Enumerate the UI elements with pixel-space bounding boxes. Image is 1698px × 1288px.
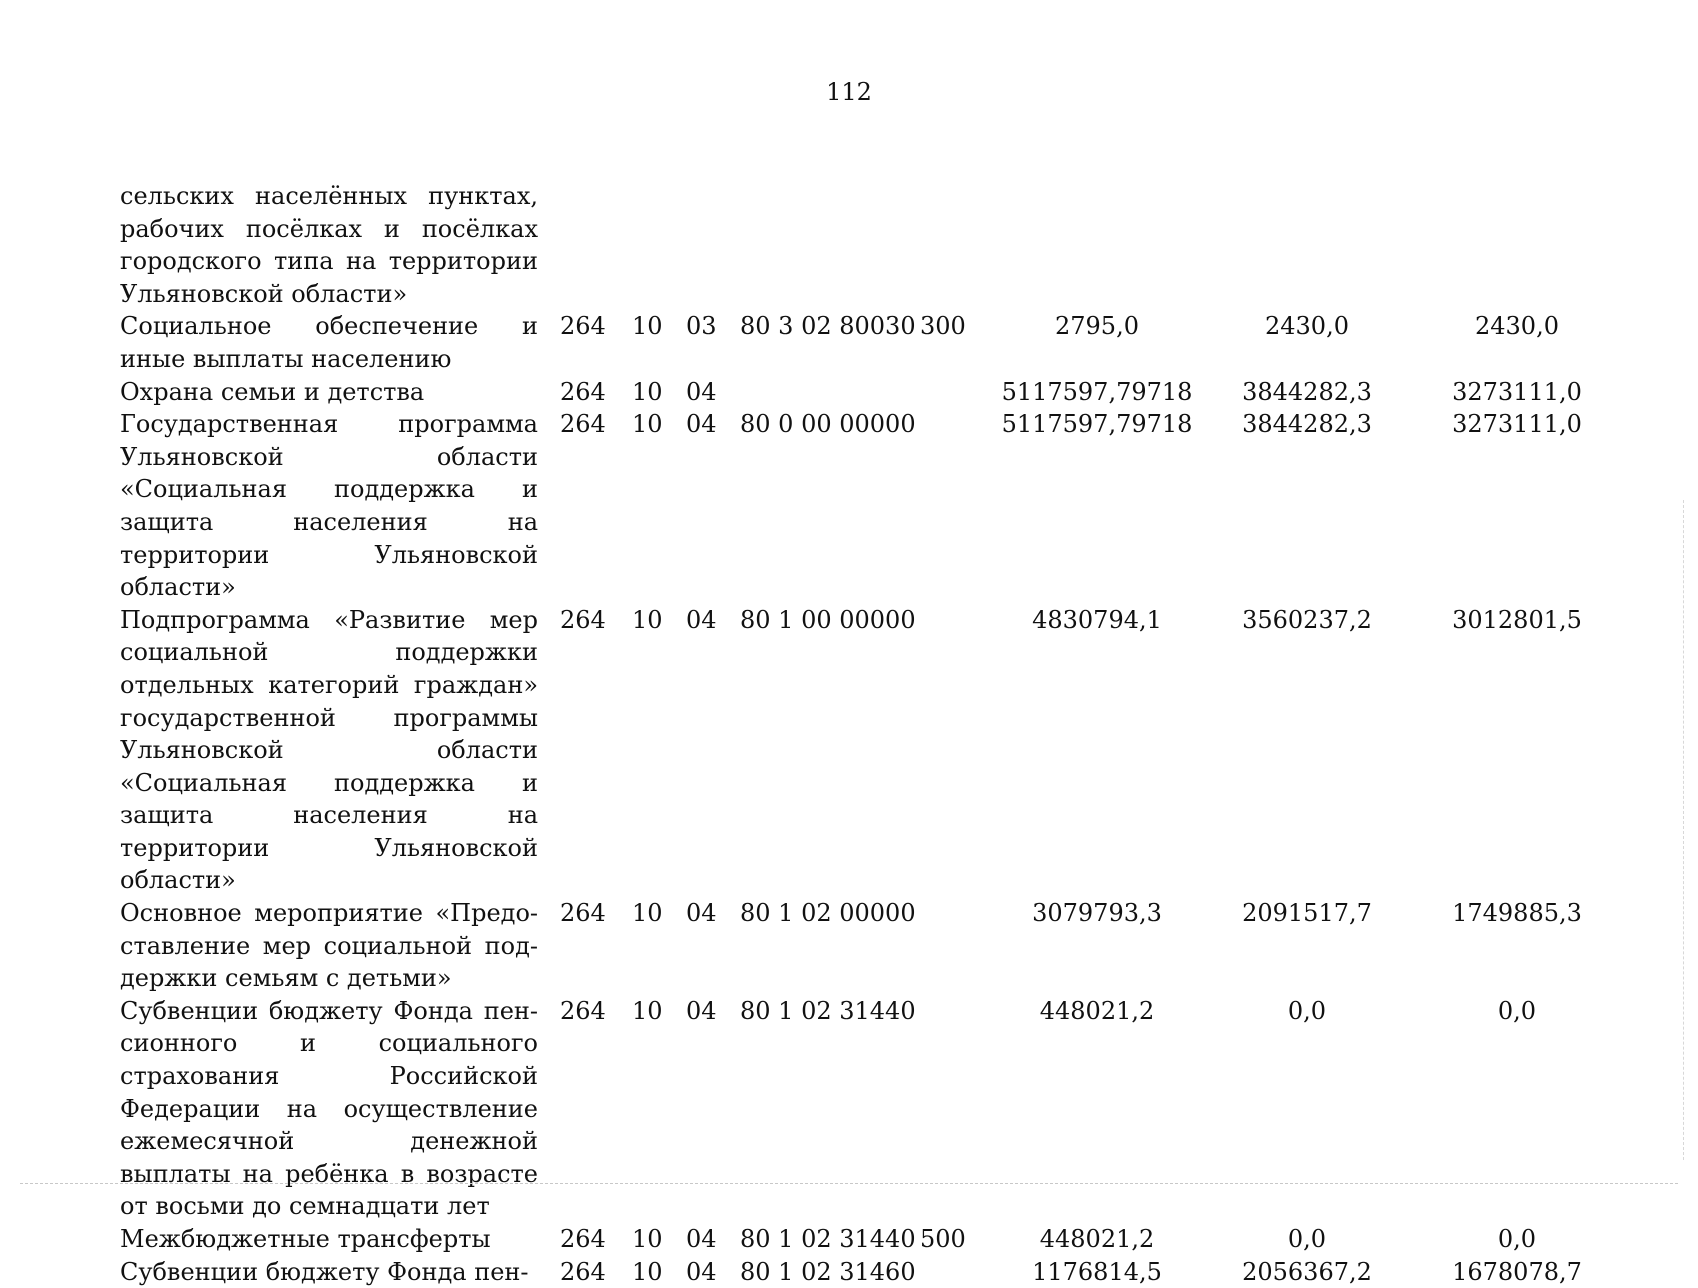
row-year1: 5117597,79718 bbox=[1001, 410, 1193, 439]
row-vr bbox=[920, 1256, 992, 1288]
row-year3: 3273111,0 bbox=[1452, 377, 1582, 406]
row-year3: 1749885,3 bbox=[1452, 899, 1582, 928]
row-name: Социальное обеспечение и иные выплаты населению bbox=[120, 312, 538, 373]
row-name: Государственная программа Ульяновской области «Социальная поддержка и защита населения на территории Ульяновской области» bbox=[120, 410, 538, 602]
row-rz: 10 bbox=[632, 1257, 663, 1286]
row-pr: 04 bbox=[686, 1257, 717, 1286]
row-pr: 04 bbox=[686, 1225, 717, 1253]
row-rz: 10 bbox=[632, 1225, 663, 1253]
row-year1: 3079793,3 bbox=[1032, 899, 1162, 928]
row-cs: 80 1 00 00000 bbox=[740, 605, 916, 634]
row-year2: 3844282,3 bbox=[1242, 410, 1372, 439]
row-cs: 80 0 00 00000 bbox=[740, 410, 916, 439]
row-cs: 80 1 02 31440 bbox=[740, 996, 916, 1025]
row-rz: 10 bbox=[632, 312, 663, 341]
row-gr: 264 bbox=[560, 899, 606, 928]
table-row bbox=[120, 310, 1622, 375]
row-cs bbox=[740, 376, 920, 409]
row-vr: 300 bbox=[920, 312, 966, 341]
table-row bbox=[120, 1256, 1622, 1288]
table-row bbox=[120, 180, 1622, 310]
row-year3: 3012801,5 bbox=[1452, 605, 1582, 634]
row-year2: 3844282,3 bbox=[1242, 377, 1372, 406]
row-year2: 3560237,2 bbox=[1242, 605, 1372, 634]
row-year1: 2795,0 bbox=[1055, 312, 1139, 341]
row-rz: 10 bbox=[632, 899, 663, 928]
row-name: Субвенции бюджету Фонда пен- bbox=[120, 1257, 529, 1286]
row-year2: 2056367,2 bbox=[1242, 1257, 1372, 1286]
row-year3: 0,0 bbox=[1497, 1225, 1537, 1253]
row-name: Субвенции бюджету Фонда пенсионного и социального страхования Российской Федерации на осуществление ежемесячной денежной выплаты на ребёнка в возрасте от восьми до семнадцати лет bbox=[120, 996, 538, 1221]
row-year2: 2091517,7 bbox=[1242, 899, 1372, 928]
row-year2: 2430,0 bbox=[1265, 312, 1349, 341]
table-row bbox=[120, 995, 1622, 1223]
row-cs: 80 1 02 00000 bbox=[740, 899, 916, 928]
row-vr bbox=[920, 376, 992, 409]
row-year1: 1176814,5 bbox=[1032, 1257, 1162, 1286]
row-rz: 10 bbox=[632, 377, 663, 406]
table-row bbox=[120, 408, 1622, 604]
row-rz: 10 bbox=[632, 996, 663, 1025]
row-rz: 10 bbox=[632, 605, 663, 634]
scan-right-rule bbox=[1683, 500, 1684, 1160]
row-year2: 0,0 bbox=[1287, 1225, 1327, 1253]
row-name: Охрана семьи и детства bbox=[120, 377, 425, 406]
row-cs: 80 1 02 31440 bbox=[740, 1225, 916, 1253]
row-cs bbox=[740, 180, 920, 310]
row-year1 bbox=[992, 180, 1202, 310]
row-vr: 500 bbox=[920, 1225, 966, 1253]
row-year3: 1678078,7 bbox=[1452, 1257, 1582, 1286]
table-row bbox=[120, 897, 1622, 995]
row-year3: 3273111,0 bbox=[1452, 410, 1582, 439]
table-row bbox=[120, 376, 1622, 409]
row-gr: 264 bbox=[560, 605, 606, 634]
row-pr: 03 bbox=[686, 312, 717, 341]
row-gr: 264 bbox=[560, 1257, 606, 1286]
row-year1: 4830794,1 bbox=[1032, 605, 1162, 634]
row-year3 bbox=[1412, 180, 1622, 310]
row-cs: 80 1 02 31460 bbox=[740, 1257, 916, 1286]
row-name: сельских населённых пунктах, рабочих посёлках и посёлках городского типа на территории Ульяновской области» bbox=[120, 182, 538, 308]
table-row bbox=[120, 604, 1622, 897]
scan-bottom-rule bbox=[20, 1183, 1678, 1184]
row-vr bbox=[920, 408, 992, 604]
row-vr bbox=[920, 604, 992, 897]
row-year3: 2430,0 bbox=[1475, 312, 1559, 341]
page-number: 112 bbox=[826, 78, 872, 106]
row-cs: 80 3 02 80030 bbox=[740, 312, 916, 341]
row-year1: 448021,2 bbox=[1039, 1225, 1155, 1253]
row-pr: 04 bbox=[686, 410, 717, 439]
budget-table bbox=[120, 180, 1622, 1288]
row-gr: 264 bbox=[560, 312, 606, 341]
row-name: Подпрограмма «Развитие мер социальной поддержки отдельных категорий граждан» государственной программы Ульяновской области «Социальная поддержка и защита населения на территории Ульяновской области» bbox=[120, 605, 538, 895]
row-gr: 264 bbox=[560, 996, 606, 1025]
row-name: Основное мероприятие «Предоставление мер социальной поддержки семьям с детьми» bbox=[120, 899, 538, 993]
row-year1: 5117597,79718 bbox=[1001, 377, 1193, 406]
row-pr: 04 bbox=[686, 377, 717, 406]
row-vr bbox=[920, 897, 992, 995]
row-gr: 264 bbox=[560, 1225, 606, 1253]
row-rz: 10 bbox=[632, 410, 663, 439]
row-name: Межбюджетные трансферты bbox=[120, 1225, 491, 1253]
row-gr bbox=[538, 180, 632, 310]
row-vr bbox=[920, 180, 992, 310]
row-year2 bbox=[1202, 180, 1412, 310]
row-pr: 04 bbox=[686, 996, 717, 1025]
row-pr bbox=[686, 180, 740, 310]
row-pr: 04 bbox=[686, 899, 717, 928]
row-gr: 264 bbox=[560, 410, 606, 439]
row-year1: 448021,2 bbox=[1039, 996, 1155, 1025]
row-rz bbox=[632, 180, 686, 310]
row-year2: 0,0 bbox=[1287, 996, 1327, 1025]
table-row bbox=[120, 1223, 1622, 1256]
row-pr: 04 bbox=[686, 605, 717, 634]
row-year3: 0,0 bbox=[1497, 996, 1537, 1025]
row-gr: 264 bbox=[560, 377, 606, 406]
row-vr bbox=[920, 995, 992, 1223]
